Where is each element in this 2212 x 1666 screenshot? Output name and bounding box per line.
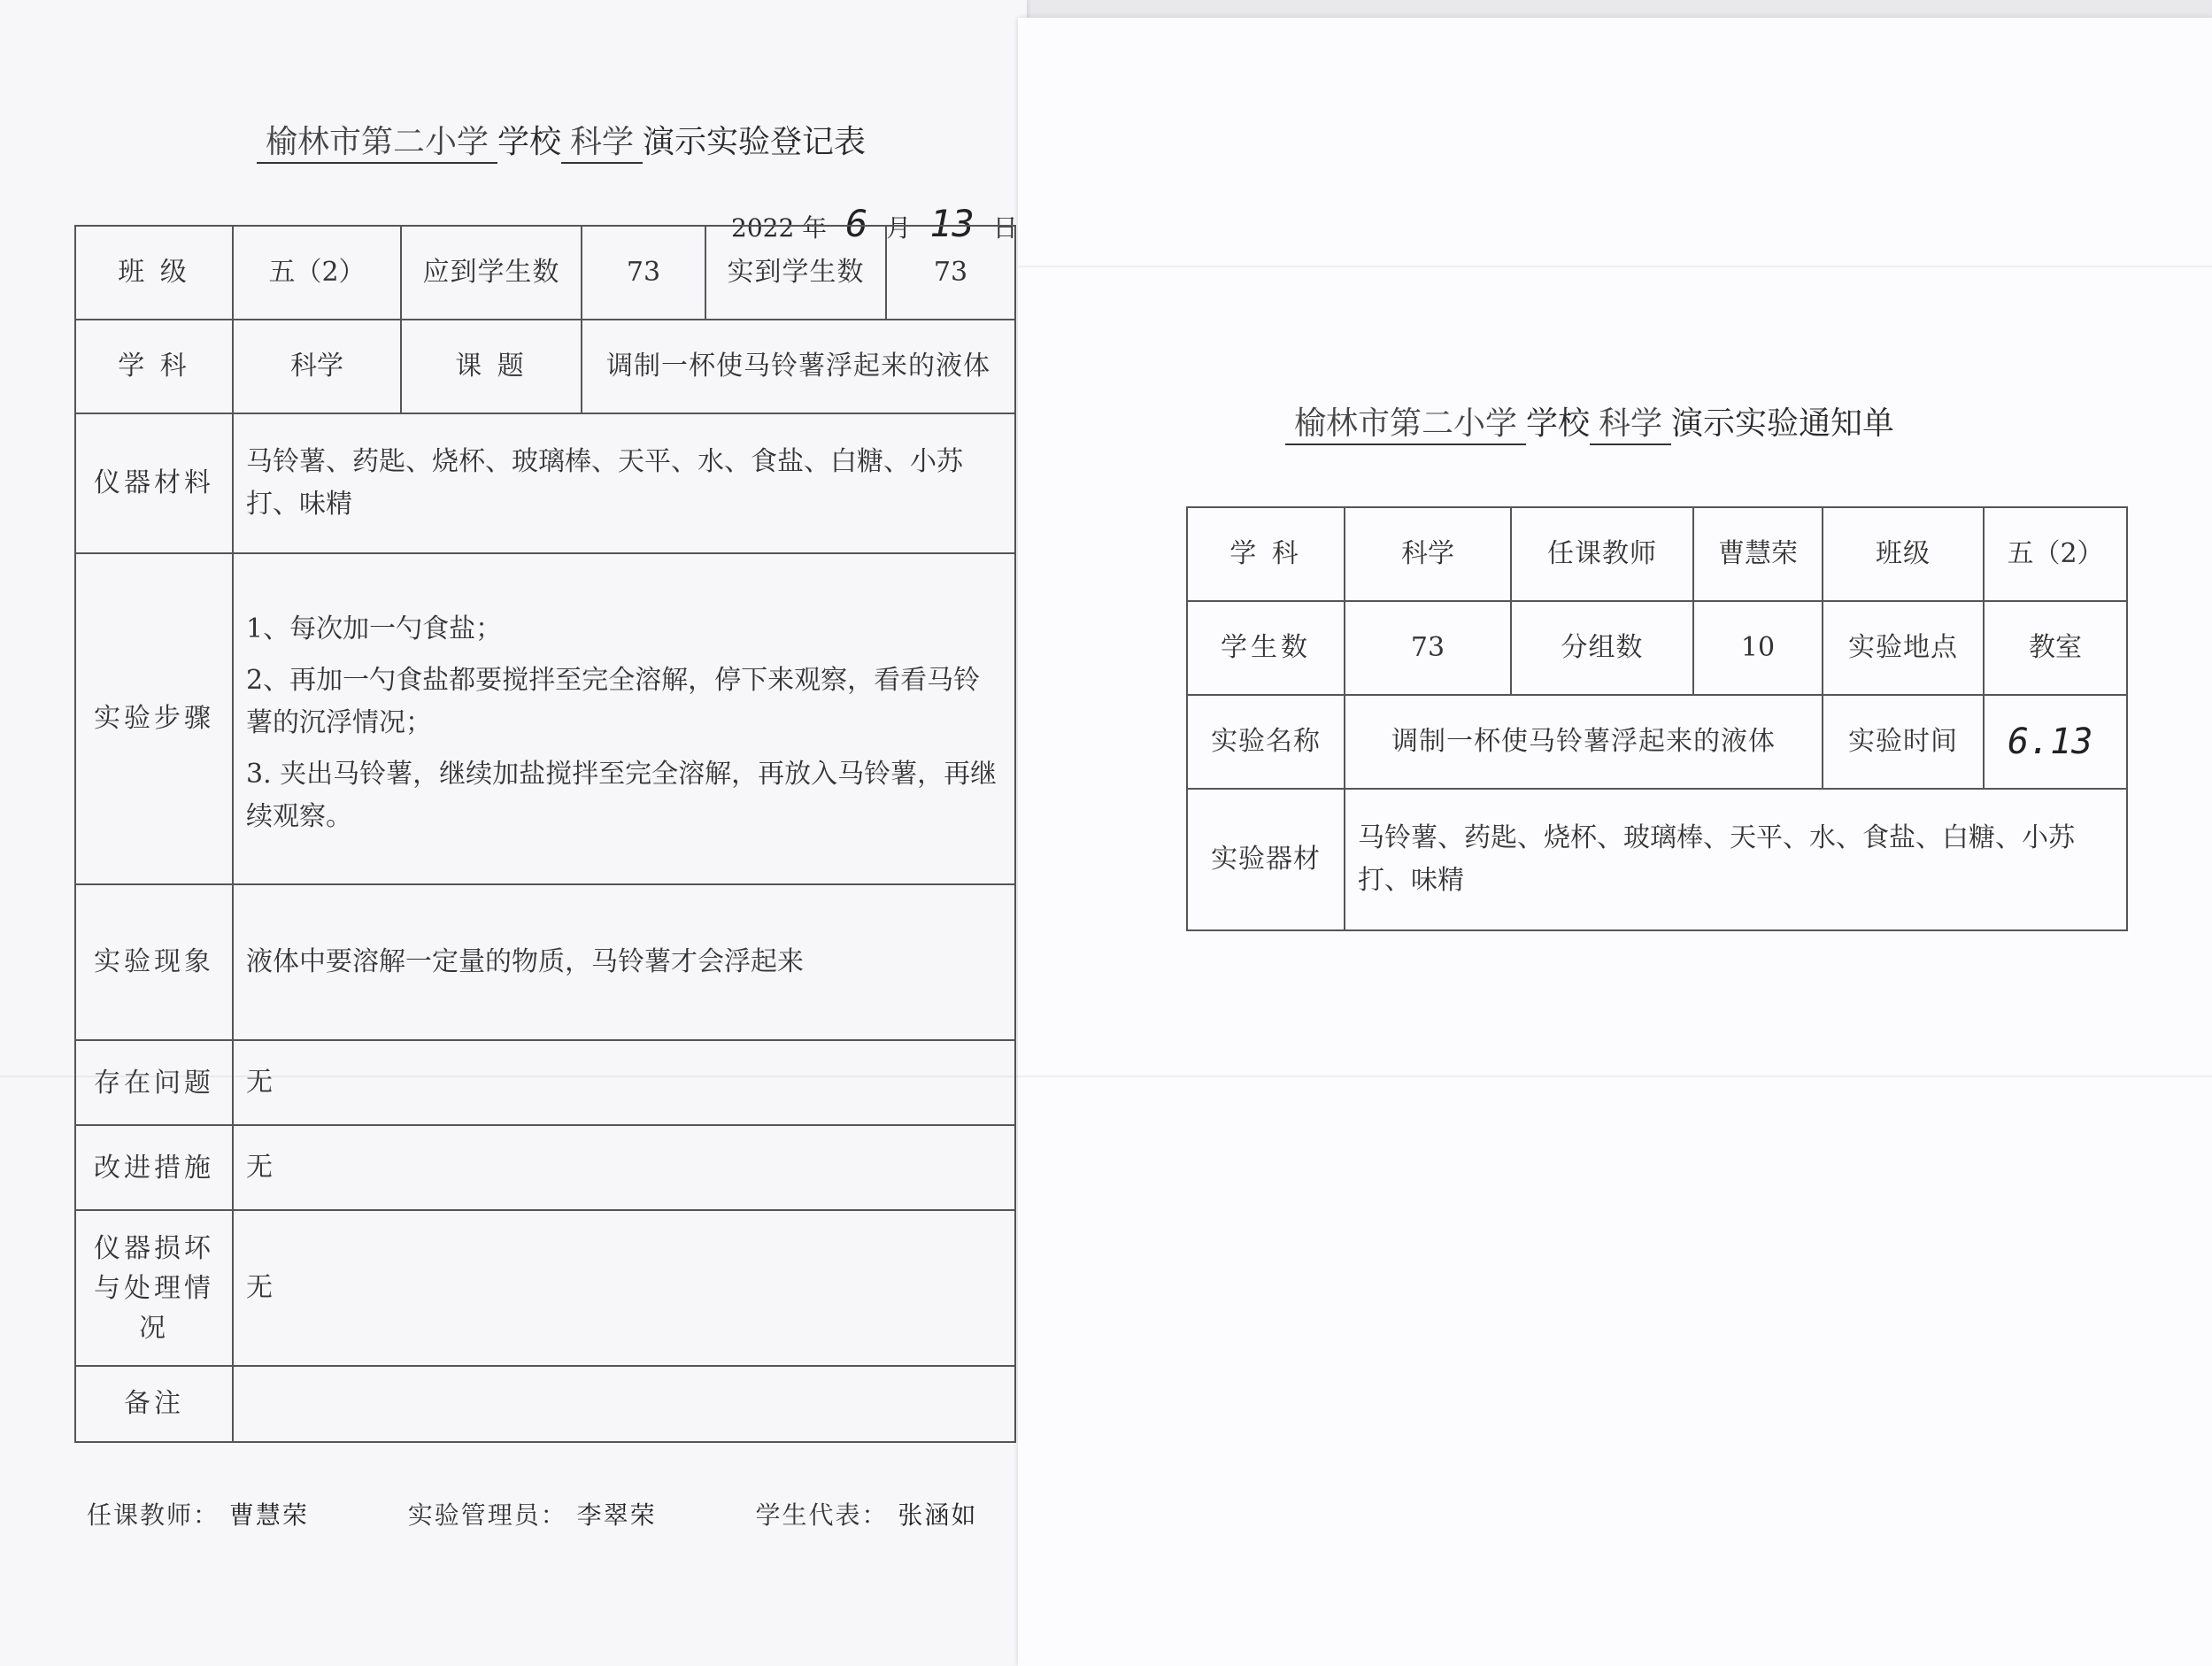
table-row (75, 884, 1015, 1040)
registration-footer (87, 1496, 977, 1531)
problems-value: 无 (233, 1040, 1015, 1125)
registration-table (74, 225, 1016, 1443)
student-label: 学生代表： (755, 1500, 889, 1530)
date-year-unit: 年 (802, 213, 828, 243)
actual-label: 实到学生数 (705, 226, 886, 320)
equipment-label: 仪器材料 (75, 413, 233, 553)
class-label: 班级 (1823, 507, 1984, 601)
topic-value: 调制一杯使马铃薯浮起来的液体 (582, 320, 1015, 413)
date-month-unit: 月 (886, 213, 912, 243)
teacher-label: 任课教师： (87, 1500, 220, 1530)
steps-label: 实验步骤 (75, 553, 233, 884)
fold-line (1018, 266, 2212, 267)
notes-label: 备注 (75, 1366, 233, 1442)
table-row (1187, 789, 2127, 930)
location-value: 教室 (1984, 601, 2127, 695)
subject-name: 科学 (561, 117, 643, 164)
date-year: 2022 (731, 213, 795, 243)
school-name: 榆林市第二小学 (1285, 398, 1526, 445)
school-suffix: 学校 (497, 124, 562, 160)
table-row (75, 1366, 1015, 1442)
notice-title (1285, 398, 1894, 445)
damage-label: 仪器损坏与处理情况 (75, 1210, 233, 1366)
subject-label: 学 科 (1187, 507, 1345, 601)
class-label: 班 级 (75, 226, 233, 320)
students-value: 73 (1345, 601, 1511, 695)
fold-line (1018, 1076, 2212, 1077)
equipment-value: 马铃薯、药匙、烧杯、玻璃棒、天平、水、食盐、白糖、小苏打、味精 (233, 413, 1015, 553)
notice-table (1186, 506, 2128, 931)
equipment-label: 实验器材 (1187, 789, 1345, 930)
registration-title (257, 117, 866, 164)
step-item: 3. 夹出马铃薯，继续加盐搅拌至完全溶解，再放入马铃薯，再继续观察。 (246, 759, 998, 832)
improve-value: 无 (233, 1125, 1015, 1210)
student-signature: 张涵如 (898, 1500, 978, 1530)
expected-label: 应到学生数 (401, 226, 582, 320)
date-month: 6 (845, 202, 868, 245)
table-row (75, 320, 1015, 413)
table-row (75, 1125, 1015, 1210)
groups-label: 分组数 (1511, 601, 1693, 695)
phenomenon-value: 液体中要溶解一定量的物质，马铃薯才会浮起来 (233, 884, 1015, 1040)
table-row (1187, 695, 2127, 789)
teacher-signature: 曹慧荣 (228, 1500, 309, 1530)
improve-label: 改进措施 (75, 1125, 233, 1210)
admin-signature: 李翠荣 (576, 1500, 657, 1530)
table-row (75, 553, 1015, 884)
name-label: 实验名称 (1187, 695, 1345, 789)
equipment-value: 马铃薯、药匙、烧杯、玻璃棒、天平、水、食盐、白糖、小苏打、味精 (1345, 789, 2127, 930)
school-name: 榆林市第二小学 (257, 117, 497, 164)
problems-label: 存在问题 (75, 1040, 233, 1125)
table-row (75, 413, 1015, 553)
class-value: 五（2） (1984, 507, 2127, 601)
phenomenon-label: 实验现象 (75, 884, 233, 1040)
subject-value: 科学 (1345, 507, 1511, 601)
table-row (75, 1040, 1015, 1125)
table-row (1187, 507, 2127, 601)
school-suffix: 学校 (1526, 405, 1591, 442)
location-label: 实验地点 (1823, 601, 1984, 695)
groups-value: 10 (1693, 601, 1823, 695)
step-item: 2、再加一勺食盐都要搅拌至完全溶解，停下来观察，看看马铃薯的沉浮情况； (246, 665, 981, 738)
time-label: 实验时间 (1823, 695, 1984, 789)
subject-name: 科学 (1590, 398, 1671, 445)
date-day: 13 (929, 202, 975, 245)
teacher-label: 任课教师 (1511, 507, 1693, 601)
topic-label: 课 题 (401, 320, 582, 413)
table-row (75, 1210, 1015, 1366)
form-name: 演示实验登记表 (643, 124, 867, 160)
students-label: 学生数 (1187, 601, 1345, 695)
actual-value: 73 (886, 226, 1015, 320)
subject-label: 学 科 (75, 320, 233, 413)
time-handwritten: 6.13 (2008, 721, 2093, 762)
steps-cell (233, 553, 1015, 884)
damage-value: 无 (233, 1210, 1015, 1366)
date-day-unit: 日 (992, 213, 1018, 243)
step-item: 1、每次加一勺食盐； (246, 613, 503, 644)
class-value: 五（2） (233, 226, 401, 320)
time-value (1984, 695, 2127, 789)
table-row (75, 226, 1015, 320)
name-value: 调制一杯使马铃薯浮起来的液体 (1345, 695, 1823, 789)
admin-label: 实验管理员： (407, 1500, 567, 1530)
teacher-value: 曹慧荣 (1693, 507, 1823, 601)
subject-value: 科学 (233, 320, 401, 413)
form-name: 演示实验通知单 (1671, 405, 1895, 442)
table-row (1187, 601, 2127, 695)
expected-value: 73 (582, 226, 705, 320)
notes-value (233, 1366, 1015, 1442)
